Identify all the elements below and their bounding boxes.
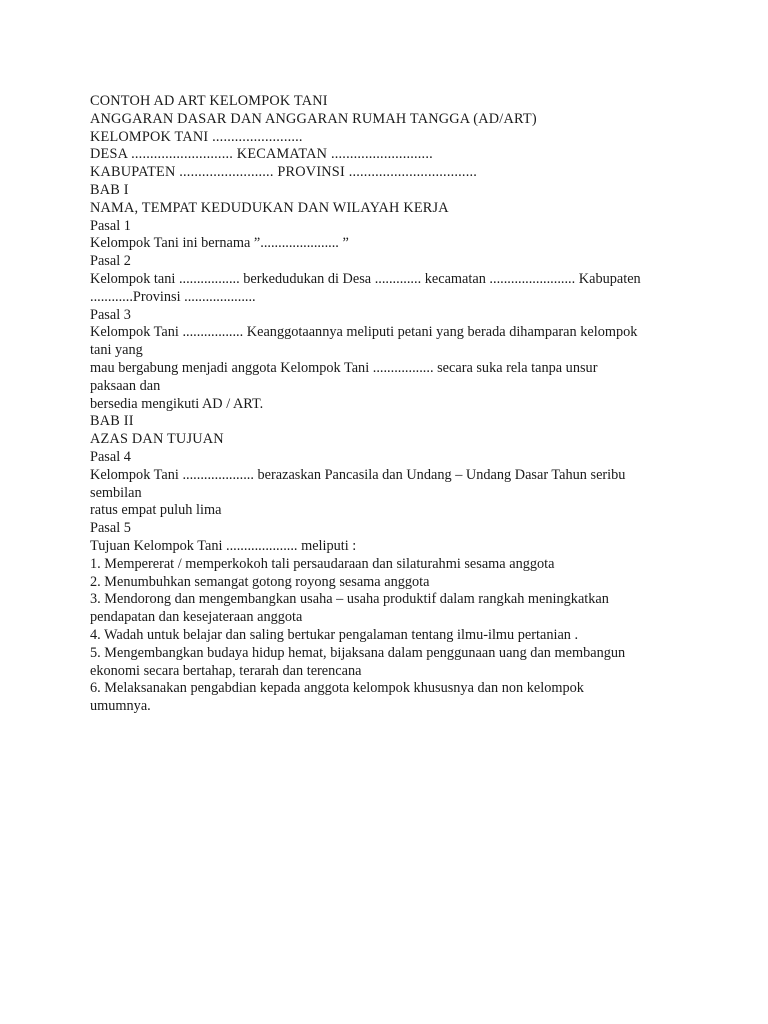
pasal-3-line-4: paksaan dan (90, 377, 161, 394)
list-item: 3. Mendorong dan mengembangkan usaha – usaha produktif dalam rangkah meningkatkan (90, 591, 609, 608)
doc-title-line-1: CONTOH AD ART KELOMPOK TANI (90, 93, 328, 109)
pasal-4-line-1: Kelompok Tani .................... berazaskan Pancasila dan Undang – Undang Dasar Tahun seribu (90, 466, 626, 483)
pasal-4-heading: Pasal 4 (90, 448, 131, 465)
pasal-1-heading: Pasal 1 (90, 217, 131, 234)
pasal-3-line-1: Kelompok Tani ................. Keanggotaannya meliputi petani yang berada dihamparan kelompok (90, 324, 638, 341)
pasal-5-intro: Tujuan Kelompok Tani .................... meliputi : (90, 537, 357, 554)
bab-2-heading: BAB II (90, 413, 134, 430)
bab-2-title: AZAS DAN TUJUAN (90, 431, 224, 448)
list-item: 6. Melaksanakan pengabdian kepada anggota kelompok khususnya dan non kelompok (90, 680, 584, 697)
pasal-3-line-5: bersedia mengikuti AD / ART. (90, 395, 264, 412)
pasal-4-line-2: sembilan (90, 484, 142, 501)
list-item-continuation: pendapatan dan kesejateraan anggota (90, 609, 303, 626)
doc-title-line-5: KABUPATEN ......................... PROVINSI .................................. (90, 164, 478, 181)
bab-1-title: NAMA, TEMPAT KEDUDUKAN DAN WILAYAH KERJA (90, 199, 449, 216)
pasal-2-line-2: ............Provinsi .................... (90, 288, 256, 305)
pasal-5-heading: Pasal 5 (90, 520, 131, 537)
doc-title-line-4: DESA ........................... KECAMATAN ........................... (90, 146, 433, 163)
list-item: 1. Mempererat / memperkokoh tali persaudaraan dan silaturahmi sesama anggota (90, 555, 555, 572)
pasal-3-heading: Pasal 3 (90, 306, 131, 323)
pasal-1-text: Kelompok Tani ini bernama ”...................... ” (90, 235, 349, 252)
pasal-2-line-1: Kelompok tani ................. berkedudukan di Desa ............. kecamatan ........................ Kabupaten (90, 270, 641, 287)
doc-title-line-2: ANGGARAN DASAR DAN ANGGARAN RUMAH TANGGA (AD/ART) (90, 110, 537, 127)
list-item: 2. Menumbuhkan semangat gotong royong sesama anggota (90, 573, 430, 590)
bab-1-heading: BAB I (90, 181, 129, 198)
list-item-continuation: ekonomi secara bertahap, terarah dan terencana (90, 662, 362, 679)
doc-title-line-3: KELOMPOK TANI ........................ (90, 128, 303, 145)
pasal-4-line-3: ratus empat puluh lima (90, 502, 222, 519)
pasal-3-line-3: mau bergabung menjadi anggota Kelompok Tani ................. secara suka rela tanpa unsur (90, 359, 598, 376)
pasal-5-list (90, 556, 680, 716)
document-body (90, 93, 680, 716)
list-item: 5. Mengembangkan budaya hidup hemat, bijaksana dalam penggunaan uang dan membangun (90, 644, 626, 661)
list-item-continuation: umumnya. (90, 698, 151, 715)
pasal-3-line-2: tani yang (90, 342, 143, 359)
pasal-2-heading: Pasal 2 (90, 253, 131, 270)
list-item: 4. Wadah untuk belajar dan saling bertukar pengalaman tentang ilmu-ilmu pertanian . (90, 626, 579, 643)
